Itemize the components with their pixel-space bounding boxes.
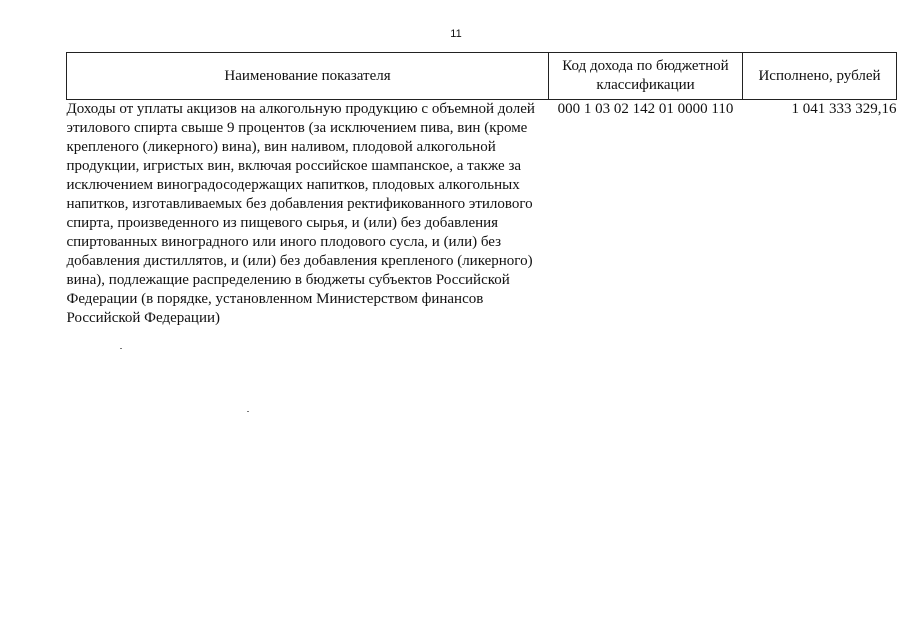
scan-speck bbox=[247, 411, 249, 412]
page-number: 11 bbox=[450, 28, 462, 40]
table-header bbox=[67, 53, 897, 100]
row-executed-amount: 1 041 333 329,16 bbox=[791, 101, 897, 117]
header-executed-amount: Исполнено, рублей bbox=[743, 53, 897, 100]
header-row bbox=[67, 53, 897, 100]
row-budget-code: 000 1 03 02 142 01 0000 110 bbox=[557, 101, 734, 117]
header-indicator-name: Наименование показателя bbox=[67, 53, 549, 100]
revenue-table bbox=[66, 52, 897, 328]
row-indicator-name: Доходы от уплаты акцизов на алкогольную продукцию с объемной долей этилового спирта свыше 9 процентов (за исключением пива, вин (кроме крепленого (ликерного) вина), вин наливом, плодовой алкогольной продукции, игристых вин, включая российское шампанское, а также за исключением виноградосодержащих напитков, плодовых алкогольных напитков, изготавливаемых без добавления ректификованного этилового спирта, произведенного из пищевого сырья, и (или) без добавления спиртованных виноградного или иного плодового сусла, и (или) без добавления дистиллятов, и (или) без добавления крепленого (ликерного) вина), подлежащие распределению в бюджеты субъектов Российской Федерации (в порядке, установленном Министерством финансов Российской Федерации) bbox=[66, 101, 535, 326]
header-budget-code: Код дохода по бюджетной классификации bbox=[549, 53, 743, 100]
scan-speck bbox=[120, 348, 122, 349]
table-row bbox=[67, 100, 897, 329]
table-body bbox=[67, 100, 897, 329]
